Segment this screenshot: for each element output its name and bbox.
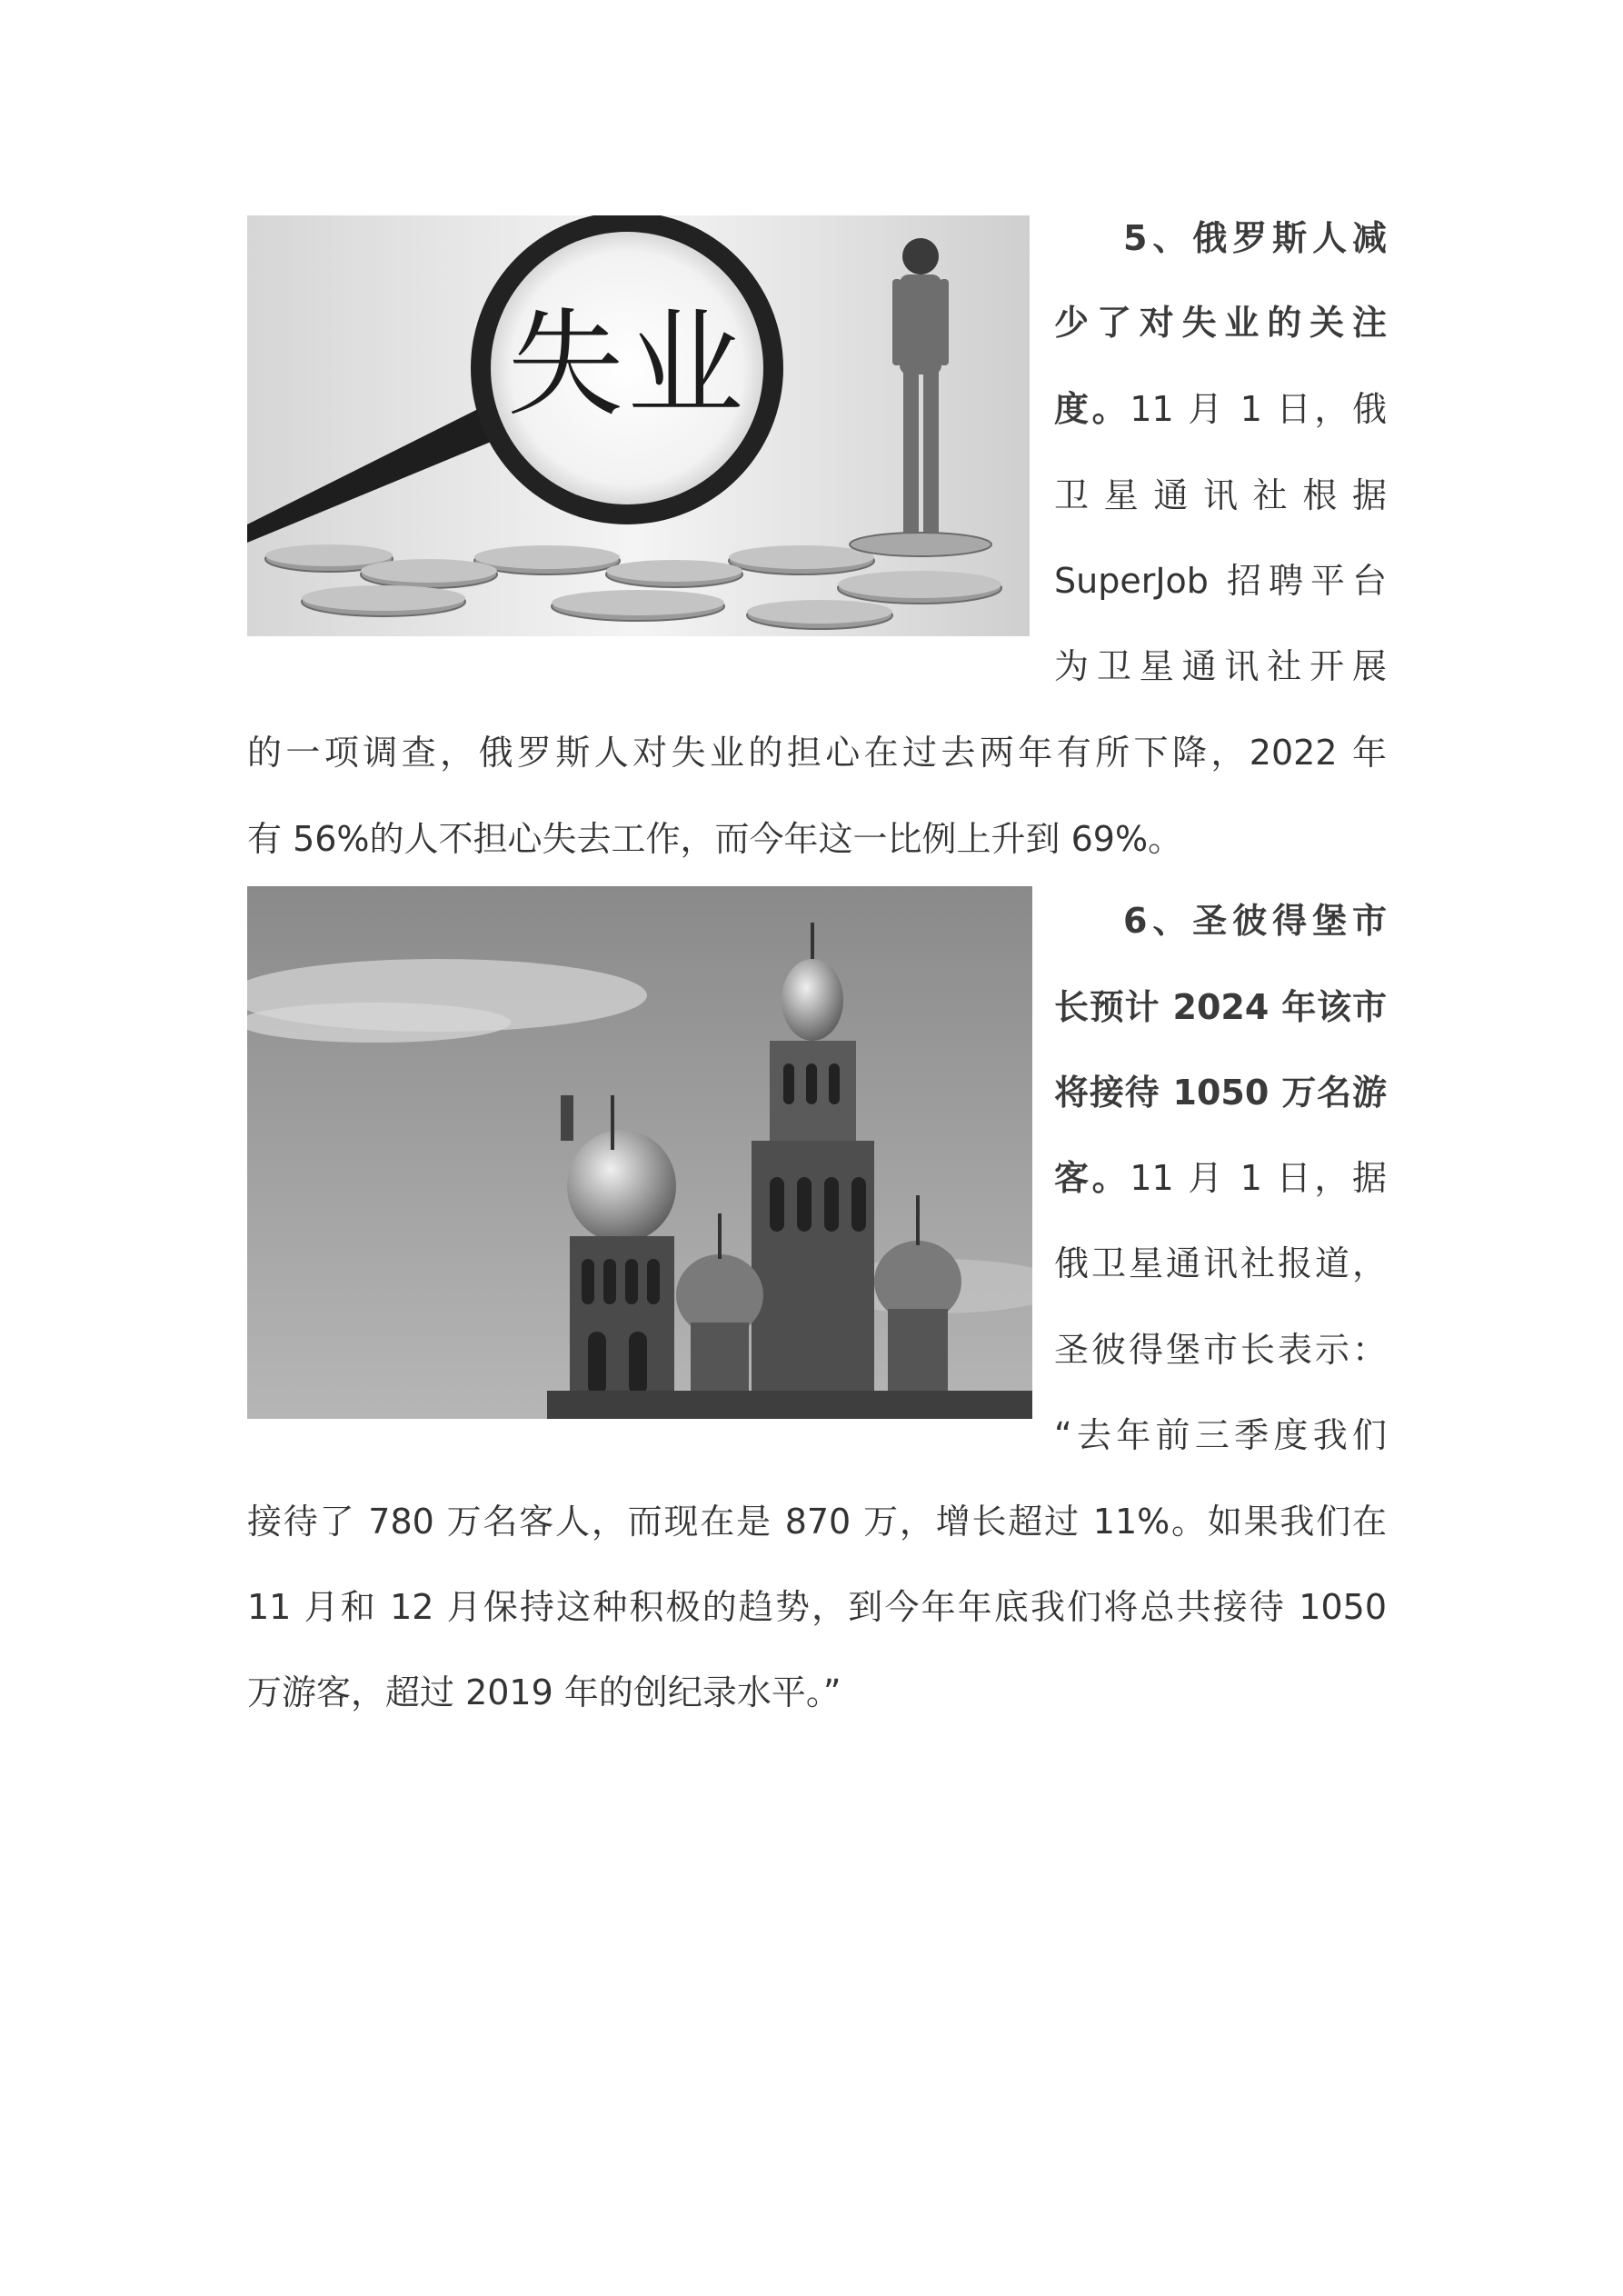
section6-title-body-line <box>1054 1158 1387 1198</box>
section6-title-line-3: 将接待 1050 万名游 <box>1054 1073 1387 1113</box>
section6-full-line-3: 万游客，超过 2019 年的创纪录水平。” <box>247 1672 841 1712</box>
section6-body-line-1: 11 月 1 日，据 <box>1130 1158 1387 1198</box>
section5-full-line-2: 有 56%的人不担心失去工作，而今年这一比例上升到 69%。 <box>247 819 1183 859</box>
section5-body-line-1: 11 月 1 日，俄 <box>1130 389 1387 429</box>
section5-title-line-2: 少了对失业的关注 <box>1054 303 1387 343</box>
section6-body-line-3: 圣彼得堡市长表示： <box>1054 1330 1387 1370</box>
section5-body-line-2: 卫星通讯社根据 <box>1054 475 1387 515</box>
section5-body-line-3: SuperJob 招聘平台 <box>1054 561 1387 601</box>
section6-full-line-1: 接待了 780 万名客人，而现在是 870 万，增长超过 11%。如果我们在 <box>247 1502 1387 1542</box>
section5-title-line-3: 度。 <box>1054 389 1130 429</box>
section6-full-line-2: 11 月和 12 月保持这种积极的趋势，到今年年底我们将总共接待 1050 <box>247 1587 1387 1627</box>
section6-title-line-2: 长预计 2024 年该市 <box>1054 987 1387 1027</box>
section6-body-line-4: “去年前三季度我们 <box>1054 1415 1387 1455</box>
st-petersburg-church-image <box>247 886 1032 1419</box>
section5-title-line-1: 5、俄罗斯人减 <box>1123 218 1387 258</box>
section5-body-line-4: 为卫星通讯社开展 <box>1054 646 1387 686</box>
section5-title-body-line <box>1054 389 1387 429</box>
section6-body-line-2: 俄卫星通讯社报道， <box>1054 1243 1387 1283</box>
image-text: 失业 <box>506 297 747 433</box>
section6-title-line-4: 客。 <box>1054 1158 1130 1198</box>
section6-title-line-1: 6、圣彼得堡市 <box>1123 901 1387 941</box>
unemployment-magnifier-image <box>247 215 1030 636</box>
section5-full-line-1: 的一项调查，俄罗斯人对失业的担心在过去两年有所下降，2022 年 <box>247 733 1387 773</box>
